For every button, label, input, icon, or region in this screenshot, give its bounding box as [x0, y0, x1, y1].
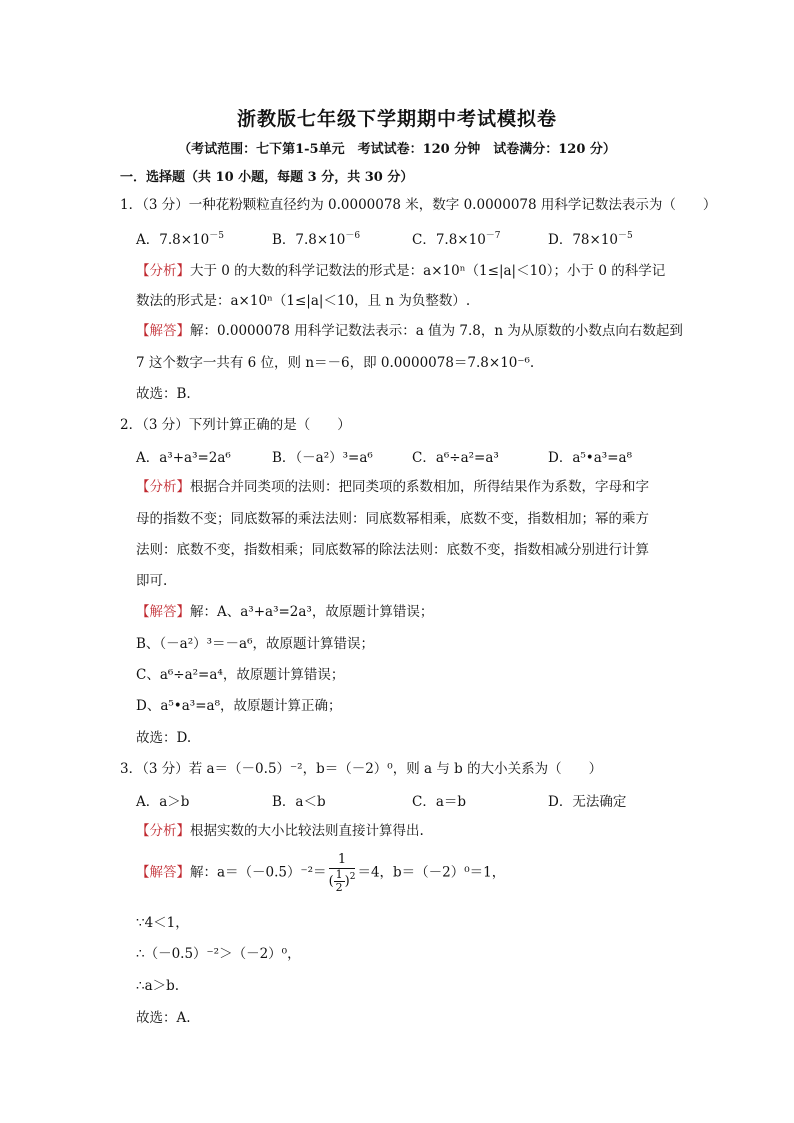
q3-option-c: C．a＝b — [412, 794, 467, 810]
q1-option-b: B．$7.8\times 10^{-6}$ — [272, 231, 361, 248]
q1-answer-2: 7 这个数字一共有 6 位，则 n＝－6，即 0.0000078＝7.8×10⁻⁶. — [136, 355, 535, 371]
q2-analysis-4: 即可. — [136, 573, 168, 589]
q1-option-c: C．$7.8\times 10^{-7}$ — [412, 231, 501, 248]
q3-step-1: ∵4＜1， — [136, 915, 189, 931]
page-title: 浙教版七年级下学期期中考试模拟卷 — [236, 108, 557, 130]
q3-answer-1: 【解答】解：a＝（－0.5）⁻²＝ 1 ( $\frac{1}{2}$ )$^2$ ＝4，b＝（－2）⁰＝1， — [136, 852, 506, 894]
fraction: 1 ( $\frac{1}{2}$ )$^2$ — [328, 852, 356, 894]
q2-analysis-1: 【分析】根据合并同类项的法则：把同类项的系数相加，所得结果作为系数，字母和字 — [136, 479, 649, 495]
q3-analysis-1: 【分析】根据实数的大小比较法则直接计算得出. — [136, 823, 424, 839]
q2-answer-d: D、a⁵•a³=a⁸，故原题计算正确； — [136, 698, 342, 714]
q2-option-c: C．a⁶÷a²=a³ — [412, 450, 499, 466]
q2-analysis-3: 法则：底数不变，指数相乘；同底数幂的除法法则：底数不变，指数相减分别进行计算 — [136, 542, 649, 558]
q3-step-2: ∴（－0.5）⁻²＞（－2）⁰， — [136, 946, 301, 962]
q2-answer-a: 【解答】解：A、a³+a³=2a³，故原题计算错误； — [136, 604, 434, 620]
q2-answer-c: C、a⁶÷a²=a⁴，故原题计算错误； — [136, 667, 345, 683]
section-heading: 一．选择题（共 10 小题，每题 3 分，共 30 分） — [120, 170, 414, 185]
q1-option-d: D．$78\times 10^{-5}$ — [548, 231, 633, 248]
q3-option-a: A．a＞b — [136, 794, 190, 810]
q1-answer-1: 【解答】解：0.0000078 用科学记数法表示：a 值为 7.8，n 为从原数的小数点向右数起到 — [136, 323, 683, 339]
q1-choice: 故选：B. — [136, 386, 191, 402]
q3-option-b: B．a＜b — [272, 794, 326, 810]
q2-option-a: A．a³+a³=2a⁶ — [136, 450, 231, 466]
q3-step-3: ∴a＞b. — [136, 978, 180, 994]
exam-info: （考试范围：七下第1-5单元 考试试卷：120 分钟 试卷满分：120 分） — [178, 142, 616, 157]
q1-stem: 1．（3 分）一种花粉颗粒直径约为 0.0000078 米，数字 0.0000078 用科学记数法表示为（ ） — [120, 197, 717, 213]
q2-choice: 故选：D. — [136, 730, 192, 746]
q2-option-d: D．a⁵•a³=a⁸ — [548, 450, 632, 466]
q2-option-b: B．（－a²）³=a⁶ — [272, 450, 373, 466]
q1-analysis-1: 【分析】大于 0 的大数的科学记数法的形式是：a×10ⁿ（1≤|a|＜10）；小于 0 的科学记 — [136, 263, 666, 279]
q2-stem: 2．（3 分）下列计算正确的是（ ） — [120, 417, 351, 433]
q2-answer-b: B、（－a²）³＝－a⁶，故原题计算错误； — [136, 636, 375, 652]
q1-analysis-2: 数法的形式是：a×10ⁿ（1≤|a|＜10，且 n 为负整数）. — [136, 293, 471, 309]
q2-analysis-2: 母的指数不变；同底数幂的乘法法则：同底数幂相乘，底数不变，指数相加；幂的乘方 — [136, 511, 649, 527]
q3-option-d: D．无法确定 — [548, 794, 627, 810]
q1-option-a: A．$7.8\times 10^{-5}$ — [136, 231, 224, 248]
q3-stem: 3．（3 分）若 a＝（－0.5）⁻²，b＝（－2）⁰，则 a 与 b 的大小关系为（ ） — [120, 761, 603, 777]
q3-choice: 故选：A. — [136, 1010, 191, 1026]
